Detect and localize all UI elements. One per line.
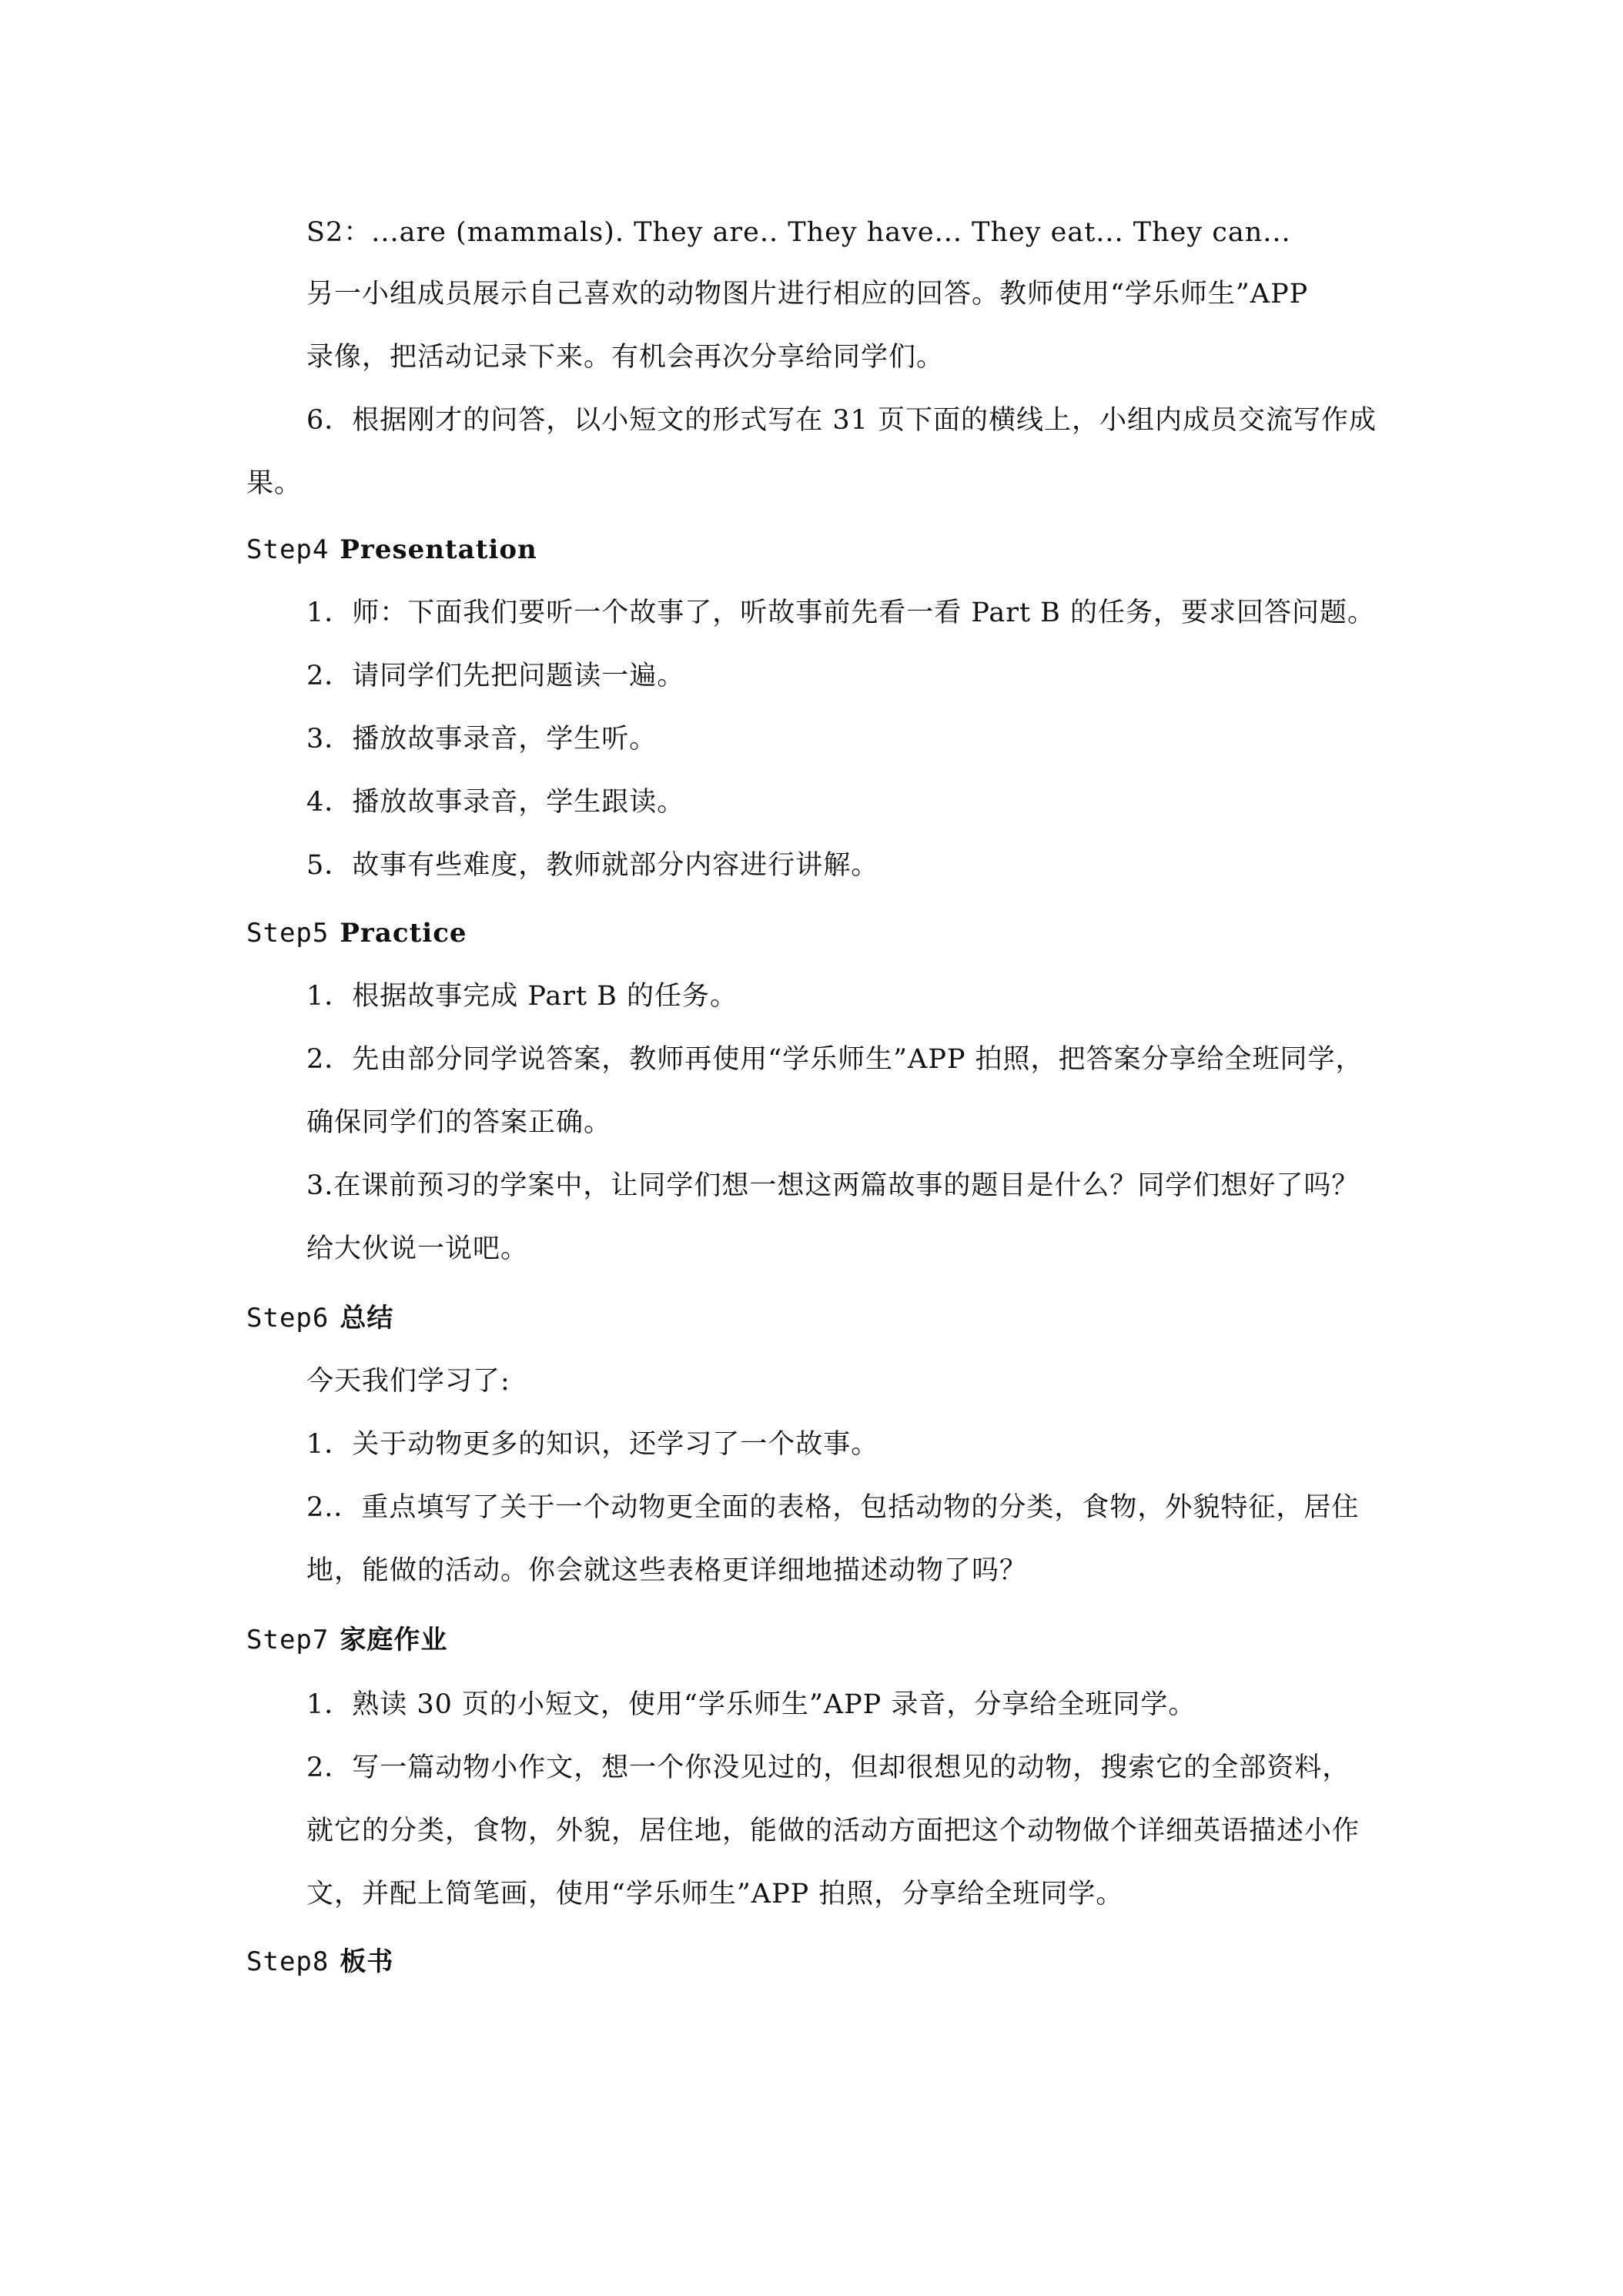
list-item: 3.在课前预习的学案中，让同学们想一想这两篇故事的题目是什么？同学们想好了吗？	[306, 1170, 1360, 1201]
list-item: 今天我们学习了:	[306, 1366, 510, 1397]
paragraph-line: 另一小组成员展示自己喜欢的动物图片进行相应的回答。教师使用“学乐师生”APP	[306, 279, 1309, 310]
step-number: Step5	[246, 918, 330, 949]
list-item: 2.．重点填写了关于一个动物更全面的表格，包括动物的分类，食物，外貌特征，居住	[306, 1492, 1360, 1523]
list-item: 1．熟读 30 页的小短文，使用“学乐师生”APP 录音，分享给全班同学。	[306, 1689, 1196, 1720]
list-item: 4．播放故事录音，学生跟读。	[306, 787, 685, 818]
step-title: 家庭作业	[340, 1625, 448, 1655]
step-number: Step6	[246, 1303, 330, 1334]
step-number: Step8	[246, 1946, 330, 1977]
list-item: 就它的分类，食物，外貌，居住地，能做的活动方面把这个动物做个详细英语描述小作	[306, 1816, 1360, 1846]
section-heading-step8	[246, 1945, 393, 1979]
paragraph-line: 录像，把活动记录下来。有机会再次分享给同学们。	[306, 342, 945, 373]
step-number: Step7	[246, 1625, 330, 1655]
list-item: 1．师：下面我们要听一个故事了，听故事前先看一看 Part B 的任务，要求回答问题。	[306, 597, 1376, 628]
list-item: 1．根据故事完成 Part B 的任务。	[306, 981, 738, 1012]
list-item: 5．故事有些难度，教师就部分内容进行讲解。	[306, 850, 879, 881]
section-heading-step6	[246, 1301, 393, 1335]
list-item: 地，能做的活动。你会就这些表格更详细地描述动物了吗？	[306, 1555, 1028, 1586]
list-item: 2．先由部分同学说答案，教师再使用“学乐师生”APP 拍照，把答案分享给全班同学，	[306, 1044, 1364, 1075]
step-number: Step4	[246, 534, 330, 565]
paragraph-line: S2：...are (mammals). They are.. They have... They eat... They can...	[306, 217, 1291, 248]
list-item: 给大伙说一说吧。	[306, 1233, 529, 1264]
list-item: 文，并配上简笔画，使用“学乐师生”APP 拍照，分享给全班同学。	[306, 1879, 1124, 1909]
section-heading-step7	[246, 1623, 447, 1657]
step-title: Presentation	[340, 534, 537, 565]
list-item: 3．播放故事录音，学生听。	[306, 724, 658, 755]
paragraph-line: 6．根据刚才的问答，以小短文的形式写在 31 页下面的横线上，小组内成员交流写作成	[306, 405, 1377, 436]
section-heading-step5	[246, 916, 467, 950]
paragraph-line: 果。	[246, 468, 303, 499]
list-item: 1．关于动物更多的知识，还学习了一个故事。	[306, 1429, 879, 1460]
list-item: 2．写一篇动物小作文，想一个你没见过的，但却很想见的动物，搜索它的全部资料，	[306, 1752, 1350, 1783]
list-item: 2．请同学们先把问题读一遍。	[306, 661, 685, 691]
step-title: Practice	[340, 918, 467, 949]
list-item: 确保同学们的答案正确。	[306, 1107, 612, 1138]
step-title: 总结	[340, 1303, 394, 1334]
step-title: 板书	[340, 1946, 394, 1977]
section-heading-step4	[246, 533, 537, 567]
